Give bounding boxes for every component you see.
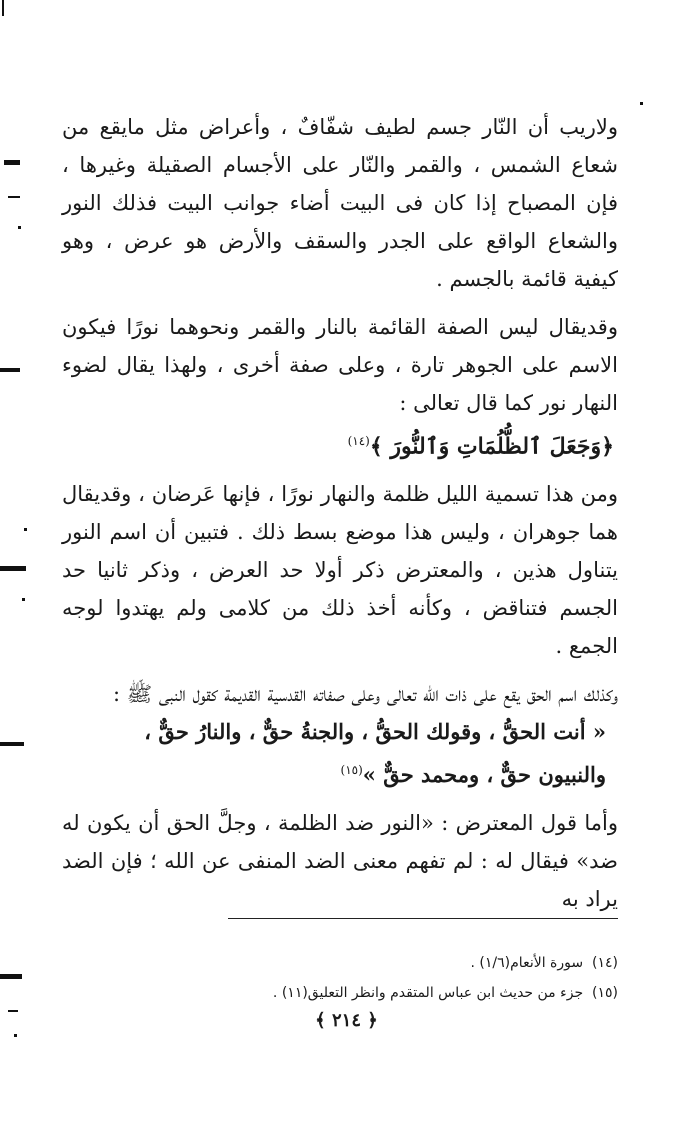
- footnote: [150, 948, 618, 978]
- paragraph: وكذلك اسم الحق يقع على ذات الله تعالى وعلى صفاته القدسية القديمة كقول النبى ﷺ :: [112, 682, 618, 707]
- paragraph: وأما قول المعترض : «النور ضد الظلمة ، وجلَّ الحق أن يكون له ضد» فيقال له : لم تفهم معنى الضد المنفى عن الله ؛ فإن الضد يراد به: [62, 811, 618, 912]
- paragraph: وقديقال ليس الصفة القائمة بالنار والقمر ونحوهما نورًا فيكون الاسم على الجوهر تارة ، وعلى صفة أخرى ، ولهذا يقال لضوء النهار نور كما قال تعالى :: [62, 315, 618, 415]
- hadith-footnote-ref: (١٥): [340, 763, 363, 778]
- main-text: [62, 108, 618, 918]
- footnotes: [150, 948, 618, 1008]
- hadith-line-1: « أنت الحقُّ ، وقولك الحقُّ ، والجنةُ حقٌّ ، والنارُ حقٌّ ،: [144, 719, 606, 745]
- hadith-line-2-text: والنبيون حقٌّ ، ومحمد حقٌّ »: [362, 762, 606, 788]
- page-number: ﴿ ٢١٤ ﴾: [315, 1010, 378, 1031]
- paragraph: ولاريب أن النّار جسم لطيف شفّافٌ ، وأعراض مثل مايقع من شعاع الشمس ، والقمر والنّار على الأجسام الصقيلة وغيرها ، فإن المصباح إذا كان فى البيت أضاء جوانب البيت فذلك النور والشعاع الواقع على الجدر والسقف والأرض هو عرض ، وهو كيفية قائمة بالجسم .: [62, 115, 618, 291]
- footnote-number: (١٥): [592, 985, 618, 1001]
- verse-footnote-ref: (١٤): [347, 434, 370, 448]
- footnote-text: جزء من حديث ابن عباس المتقدم وانظر التعليق(١١) .: [272, 985, 584, 1001]
- footnote-number: (١٤): [592, 955, 618, 971]
- footnote: [150, 978, 618, 1008]
- hadith-line-2: [62, 751, 618, 794]
- quran-verse: [62, 422, 618, 465]
- footnote-text: سورة الأنعام(١/٦) .: [470, 955, 584, 971]
- footnote-divider: [228, 918, 618, 919]
- verse-text: ﴿وَجَعَلَ ٱلظُّلُمَاتِ وَٱلنُّورَ ﴾: [369, 433, 614, 460]
- paragraph: ومن هذا تسمية الليل ظلمة والنهار نورًا ، فإنها عَرضان ، وقديقال هما جوهران ، وليس هذا موضع بسط ذلك . فتبين أن اسم النور يتناول هذين ، والمعترض ذكر أولا حد العرض ، وذكر ثانيا حد الجسم فتناقض ، وكأنه أخذ ذلك من كلامى ولم يهتدوا لوجه الجمع .: [62, 482, 618, 659]
